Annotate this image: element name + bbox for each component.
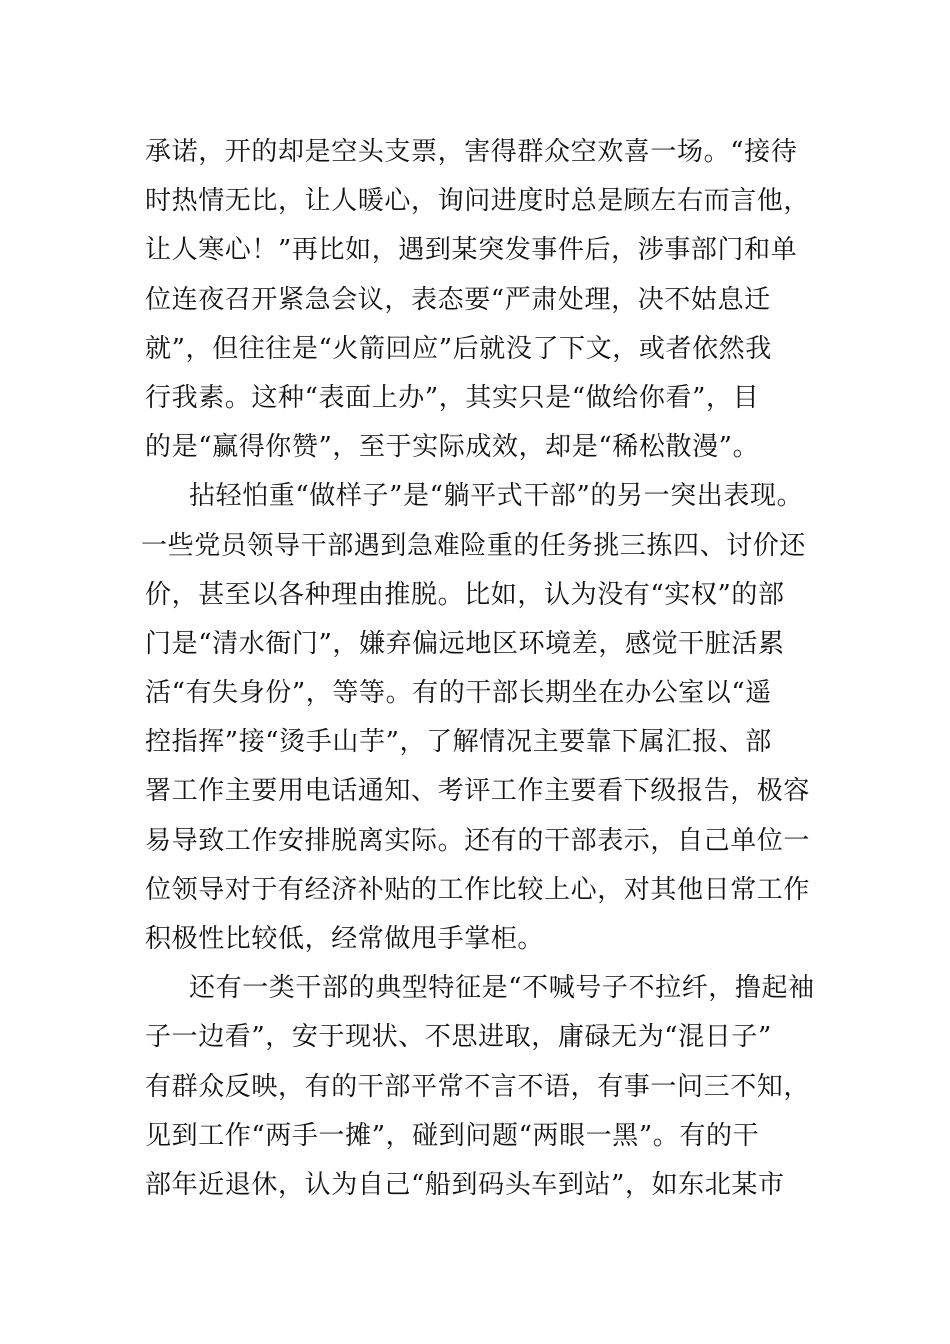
paragraph-first-line: 还有一类干部的典型特征是“不喊号子不拉纤，撸起袖 [189,973,815,1004]
text-line: 部年近退休，认为自己“船到码头车到站”，如东北某市 [145,1169,785,1200]
text-line: 行我素。这种“表面上办”，其实只是“做给你看”，目 [145,382,760,413]
text-line: 署工作主要用电话通知、考评工作主要看下级报告，极容 [145,776,811,807]
text-line: 控指挥”接“烫手山芋”，了解情况主要靠下属汇报、部 [145,727,772,758]
text-line: 积极性比较低，经常做甩手掌柜。 [145,924,545,954]
text-line: 的是“赢得你赞”，至于实际成效，却是“稀松散漫”。 [145,432,760,463]
text-line: 位连夜召开紧急会议，表态要“严肃处理，决不姑息迁 [145,284,771,315]
text-line: 位领导对于有经济补贴的工作比较上心，对其他日常工作 [145,874,811,905]
text-line: 承诺，开的却是空头支票，害得群众空欢喜一场。“接待 [145,137,798,167]
body-text [141,128,835,1210]
text-line: 子一边看”，安于现状、不思进取，庸碌无为“混日子” [145,1022,772,1053]
text-line: 有群众反映，有的干部平常不言不语，有事一问三不知， [145,1071,811,1102]
text-line: 活“有失身份”，等等。有的干部长期坐在办公室以“遥 [145,678,772,709]
text-line: 时热情无比，让人暖心，询问进度时总是顾左右而言他， [145,186,811,217]
text-line: 一些党员领导干部遇到急难险重的任务挑三拣四、讨价还 [141,530,807,561]
text-line: 见到工作“两手一摊”，碰到问题“两眼一黑”。有的干 [145,1120,760,1151]
text-line: 让人寒心！”再比如，遇到某突发事件后，涉事部门和单 [145,235,798,266]
paragraph-first-line: 拈轻怕重“做样子”是“躺平式干部”的另一突出表现。 [189,481,804,512]
text-line: 门是“清水衙门”，嫌弃偏远地区环境差，感觉干脏活累 [145,628,785,659]
text-line: 易导致工作安排脱离实际。还有的干部表示，自己单位一 [145,825,811,856]
text-line: 价，甚至以各种理由推脱。比如，认为没有“实权”的部 [145,579,785,610]
text-line: 就”，但往往是“火箭回应”后就没了下文，或者依然我 [145,333,772,364]
